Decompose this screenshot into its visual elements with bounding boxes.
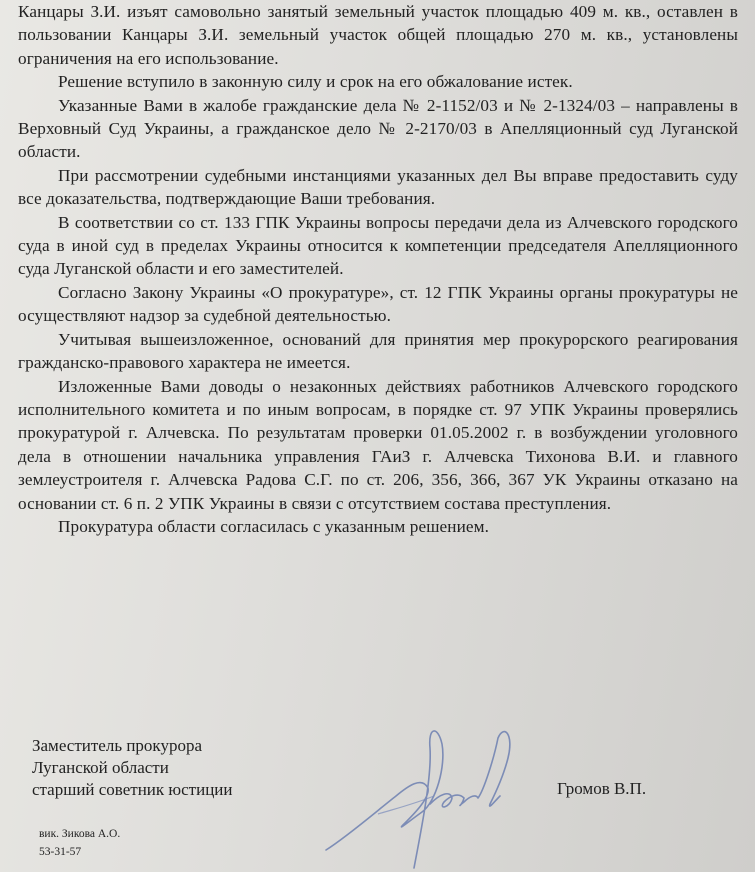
- letter-body: [18, 0, 738, 538]
- paragraph-5: В соответствии со ст. 133 ГПК Украины вопросы передачи дела из Алчевского городского суда в иной суд в пределах Украины относится к компетенции председателя Апелляционного суда Луганской области и его заместителей.: [18, 212, 738, 279]
- signatory-line-1: Заместитель прокурора: [32, 736, 202, 755]
- signatory-line-2: Луганской области: [32, 758, 169, 777]
- executor-name: вик. Зикова А.О.: [39, 828, 121, 840]
- paragraph-3: Указанные Вами в жалобе гражданские дела № 2-1152/03 и № 2-1324/03 – направлены в Верховный Суд Украины, а гражданское дело № 2-2170/03 в Апелляционный суд Луганской области.: [18, 95, 738, 162]
- signatory-title: [32, 735, 232, 801]
- paragraph-4: При рассмотрении судебными инстанциями указанных дел Вы вправе предоставить суду все доказательства, подтверждающие Ваши требования.: [18, 165, 738, 209]
- paragraph-7: Учитывая вышеизложенное, оснований для принятия мер прокурорского реагирования гражданско-правового характера не имеется.: [18, 329, 738, 373]
- paragraph-1: Канцары З.И. изъят самовольно занятый земельный участок площадью 409 м. кв., оставлен в пользовании Канцары З.И. земельный участок общей площадью 270 м. кв., установлены ограничения на его использование.: [18, 2, 738, 68]
- executor-phone: 53-31-57: [39, 846, 82, 858]
- signatory-line-3: старший советник юстиции: [32, 780, 233, 799]
- handwritten-signature: [318, 718, 518, 872]
- paragraph-8: Изложенные Вами доводы о незаконных действиях работников Алчевского городского исполнительного комитета и по иным вопросам, в порядке ст. 97 УПК Украины проверялись прокуратурой г. Алчевска. По результатам проверки 01.05.2002 г. в возбуждении уголовного дела в отношении начальника управления ГАиЗ г. Алчевска Тихонова В.И. и главного землеустроителя г. Алчевска Радова С.Г. по ст. 206, 356, 366, 367 УК Украины отказано на основании ст. 6 п. 2 УПК Украины в связи с отсутствием состава преступления.: [18, 376, 738, 513]
- paragraph-6: Согласно Закону Украины «О прокуратуре», ст. 12 ГПК Украины органы прокуратуры не осуществляют надзор за судебной деятельностью.: [18, 282, 738, 326]
- signatory-name: Громов В.П.: [557, 779, 647, 798]
- paragraph-2: Решение вступило в законную силу и срок на его обжалование истек.: [58, 72, 573, 92]
- paragraph-9: Прокуратура области согласилась с указанным решением.: [58, 516, 489, 536]
- footer: [39, 825, 120, 861]
